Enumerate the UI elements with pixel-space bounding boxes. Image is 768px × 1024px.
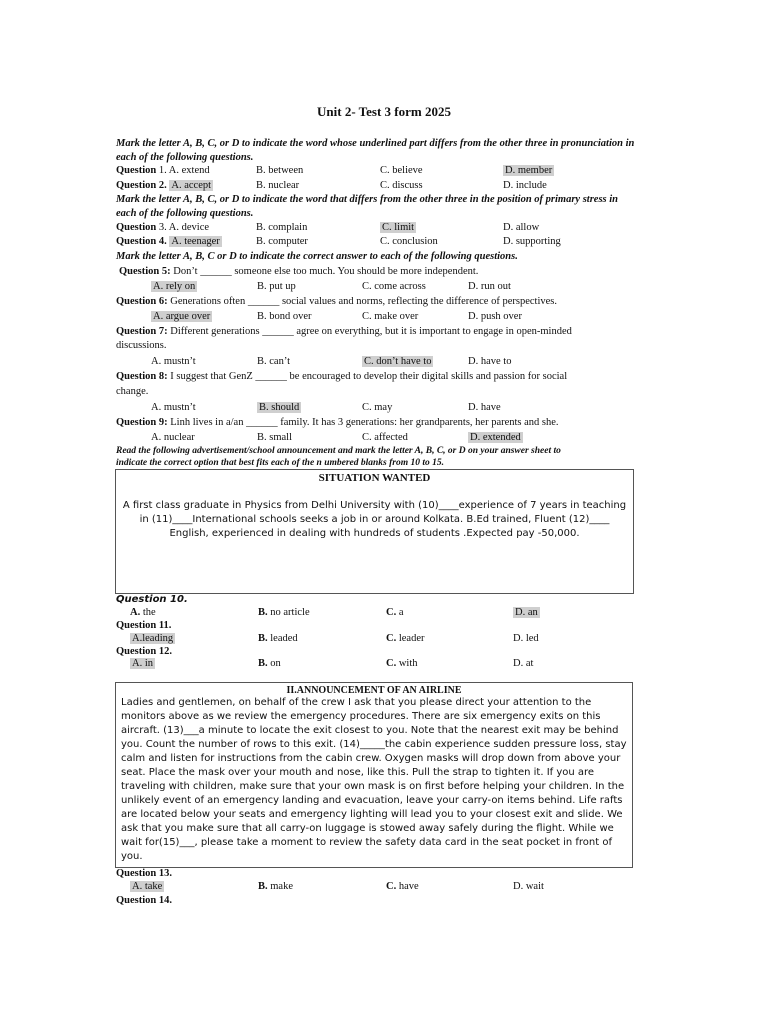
- q8-option-a: A. mustn’t: [151, 402, 196, 413]
- q3-option-c-answer: C. limit: [382, 222, 415, 233]
- question-label: Question 9:: [116, 417, 168, 428]
- q5-option-d: D. run out: [468, 281, 511, 292]
- q13-option-d: D. wait: [513, 881, 544, 892]
- question-10-label: Question 10.: [116, 594, 188, 605]
- ad-line-3: English, experienced in dealing with hundreds of students .Expected pay -50,000.: [169, 528, 580, 539]
- question-text: Different generations ______ agree on everything, but it is important to engage in open-minded: [167, 326, 572, 337]
- q11-option-c: C. leader: [386, 633, 425, 644]
- question-13-label: Question 13.: [116, 868, 173, 879]
- option-a: 3. A. device: [156, 222, 210, 233]
- q9-option-b: B. small: [257, 432, 293, 443]
- announcement-line: seat. Place the mask over your mouth and nose, like this. Pull the strap to tighten it. If you are: [121, 767, 595, 778]
- q6-option-d: D. push over: [468, 311, 522, 322]
- q4-option-c: C. conclusion: [380, 236, 438, 247]
- question-3: [116, 221, 209, 235]
- q13-option-a-answer: A. take: [132, 881, 163, 892]
- box-heading: II.ANNOUNCEMENT OF AN AIRLINE: [286, 685, 462, 696]
- q6-option-b: B. bond over: [257, 311, 312, 322]
- question-text: I suggest that GenZ ______ be encouraged to develop their digital skills and passion for social: [167, 371, 568, 382]
- instruction-correct-answer: Mark the letter A, B, C or D to indicate the correct answer to each of the following questions.: [116, 251, 518, 262]
- q11-option-a-answer: A.leading: [132, 633, 174, 644]
- q5-option-c: C. come across: [362, 281, 426, 292]
- q9-option-a: A. nuclear: [151, 432, 195, 443]
- announcement-line: Ladies and gentlemen, on behalf of the crew I ask that you please direct your attention to the: [121, 697, 592, 708]
- q5-option-b: B. put up: [257, 281, 296, 292]
- instruction-reading-line1: Read the following advertisement/school announcement and mark the letter A, B, C, or D on your answer sheet to: [116, 446, 561, 456]
- announcement-line: wait for(15)___, please take a moment to review the safety data card in the seat pocket in front of: [121, 837, 612, 848]
- announcement-line: you. Count the number of rows to this exit. (14)_____the cabin experience sudden pressure loss, stay: [121, 739, 627, 750]
- question-text: Linh lives in a/an ______ family. It has 3 generations: her grandparents, her parents and she.: [167, 417, 559, 428]
- announcement-line: unlikely event of an emergency landing and evacuation, leave your carry-on items behind. Life rafts: [121, 795, 623, 806]
- q7-option-c-answer: C. don’t have to: [364, 356, 432, 367]
- q11-option-b: B. leaded: [258, 633, 298, 644]
- question-label: Question 8:: [116, 371, 168, 382]
- situation-wanted-box: [115, 469, 634, 594]
- q7-option-a: A. mustn’t: [151, 356, 196, 367]
- q13-option-b: B. make: [258, 881, 294, 892]
- q6-option-c: C. make over: [362, 311, 419, 322]
- ad-line-2: in (11)____International schools seeks a job in or around Kolkata. B.Ed trained, Fluent (12)____: [139, 514, 610, 525]
- question-4: [116, 235, 222, 249]
- question-text: Don’t ______ someone else too much. You should be more independent.: [170, 266, 479, 277]
- q2-option-b: B. nuclear: [256, 180, 300, 191]
- question-7-continued: discussions.: [116, 340, 167, 351]
- q10-option-b: B. no article: [258, 607, 310, 618]
- q12-option-c: C. with: [386, 658, 418, 669]
- q9-option-d-answer: D. extended: [470, 432, 521, 443]
- question-label: Question: [116, 165, 157, 176]
- q2-option-d: D. include: [503, 180, 547, 191]
- q3-option-d: D. allow: [503, 222, 540, 233]
- q8-option-c: C. may: [362, 402, 393, 413]
- q12-option-b: B. on: [258, 658, 281, 669]
- announcement-line: you.: [121, 851, 143, 862]
- ad-line-1: A first class graduate in Physics from Delhi University with (10)____experience of 7 years in teaching: [122, 500, 627, 511]
- q13-option-c: C. have: [386, 881, 419, 892]
- question-14-label: Question 14.: [116, 895, 173, 906]
- q10-option-a: A. the: [130, 607, 156, 618]
- question-12-label: Question 12.: [116, 646, 173, 657]
- q1-option-d-answer: D. member: [505, 165, 553, 176]
- q12-option-d: D. at: [513, 658, 534, 669]
- question-2: [116, 179, 213, 193]
- airline-announcement-box: [115, 682, 633, 868]
- question-5: [119, 265, 478, 279]
- announcement-line: are located below your seats and emergency lighting will lead you to your closest exit and slide. We: [121, 809, 623, 820]
- announcement-line: ask that you make sure that all carry-on luggage is stowed away safely during the flight. While we: [121, 823, 614, 834]
- question-label: Question 6:: [116, 296, 168, 307]
- q1-option-c: C. believe: [380, 165, 423, 176]
- q4-option-b: B. computer: [256, 236, 308, 247]
- question-1: [116, 164, 210, 178]
- q3-option-b: B. complain: [256, 222, 308, 233]
- q2-option-c: C. discuss: [380, 180, 423, 191]
- q11-option-d: D. led: [513, 633, 539, 644]
- instruction-stress: Mark the letter A, B, C, or D to indicate the word that differs from the other three in the position of primary stress in each of the following questions.: [116, 194, 619, 219]
- announcement-line: monitors above as we review the emergency procedures. There are six emergency exits on this: [121, 711, 601, 722]
- announcement-line: aircraft. (13)___a minute to locate the exit closest to you. Note that the nearest exit may be behind: [121, 725, 619, 736]
- q2-option-a-answer: A. accept: [171, 180, 212, 191]
- q9-option-c: C. affected: [362, 432, 408, 443]
- q4-option-a-answer: A. teenager: [171, 236, 220, 247]
- q12-option-a-answer: A. in: [132, 658, 153, 669]
- question-8-continued: change.: [116, 386, 149, 397]
- question-6: [116, 295, 557, 309]
- q7-option-d: D. have to: [468, 356, 512, 367]
- question-text: Generations often ______ social values and norms, reflecting the difference of perspectives.: [167, 296, 557, 307]
- question-8: [116, 370, 567, 384]
- question-label: Question 7:: [116, 326, 168, 337]
- instruction-pronunciation: Mark the letter A, B, C, or D to indicate the word whose underlined part differs from the other three in pronunciation in each of the following questions.: [116, 138, 635, 163]
- box-heading: SITUATION WANTED: [318, 472, 431, 484]
- question-label: Question 2.: [116, 180, 167, 191]
- q5-option-a-answer: A. rely on: [153, 281, 196, 292]
- option-a: 1. A. extend: [156, 165, 210, 176]
- announcement-line: traveling with children, make sure that your own mask is on first before helping your children. In the: [121, 781, 625, 792]
- instruction-reading-line2: indicate the correct option that best fits each of the n umbered blanks from 10 to 15.: [116, 458, 445, 468]
- question-9: [116, 416, 559, 430]
- question-label: Question: [116, 222, 157, 233]
- question-label: Question 4.: [116, 236, 167, 247]
- q10-option-c: C. a: [386, 607, 404, 618]
- q6-option-a-answer: A. argue over: [153, 311, 211, 322]
- q7-option-b: B. can’t: [257, 356, 291, 367]
- question-11-label: Question 11.: [116, 620, 172, 631]
- q4-option-d: D. supporting: [503, 236, 561, 247]
- q8-option-d: D. have: [468, 402, 501, 413]
- q1-option-b: B. between: [256, 165, 304, 176]
- announcement-body: [116, 696, 632, 864]
- page-title: Unit 2- Test 3 form 2025: [317, 104, 451, 119]
- q8-option-b-answer: B. should: [259, 402, 300, 413]
- question-label: Question 5:: [119, 266, 171, 277]
- question-7: [116, 325, 572, 339]
- announcement-line: calm and listen for instructions from the cabin crew. Oxygen masks will drop down from above your: [121, 753, 621, 764]
- q10-option-d-answer: D. an: [515, 607, 538, 618]
